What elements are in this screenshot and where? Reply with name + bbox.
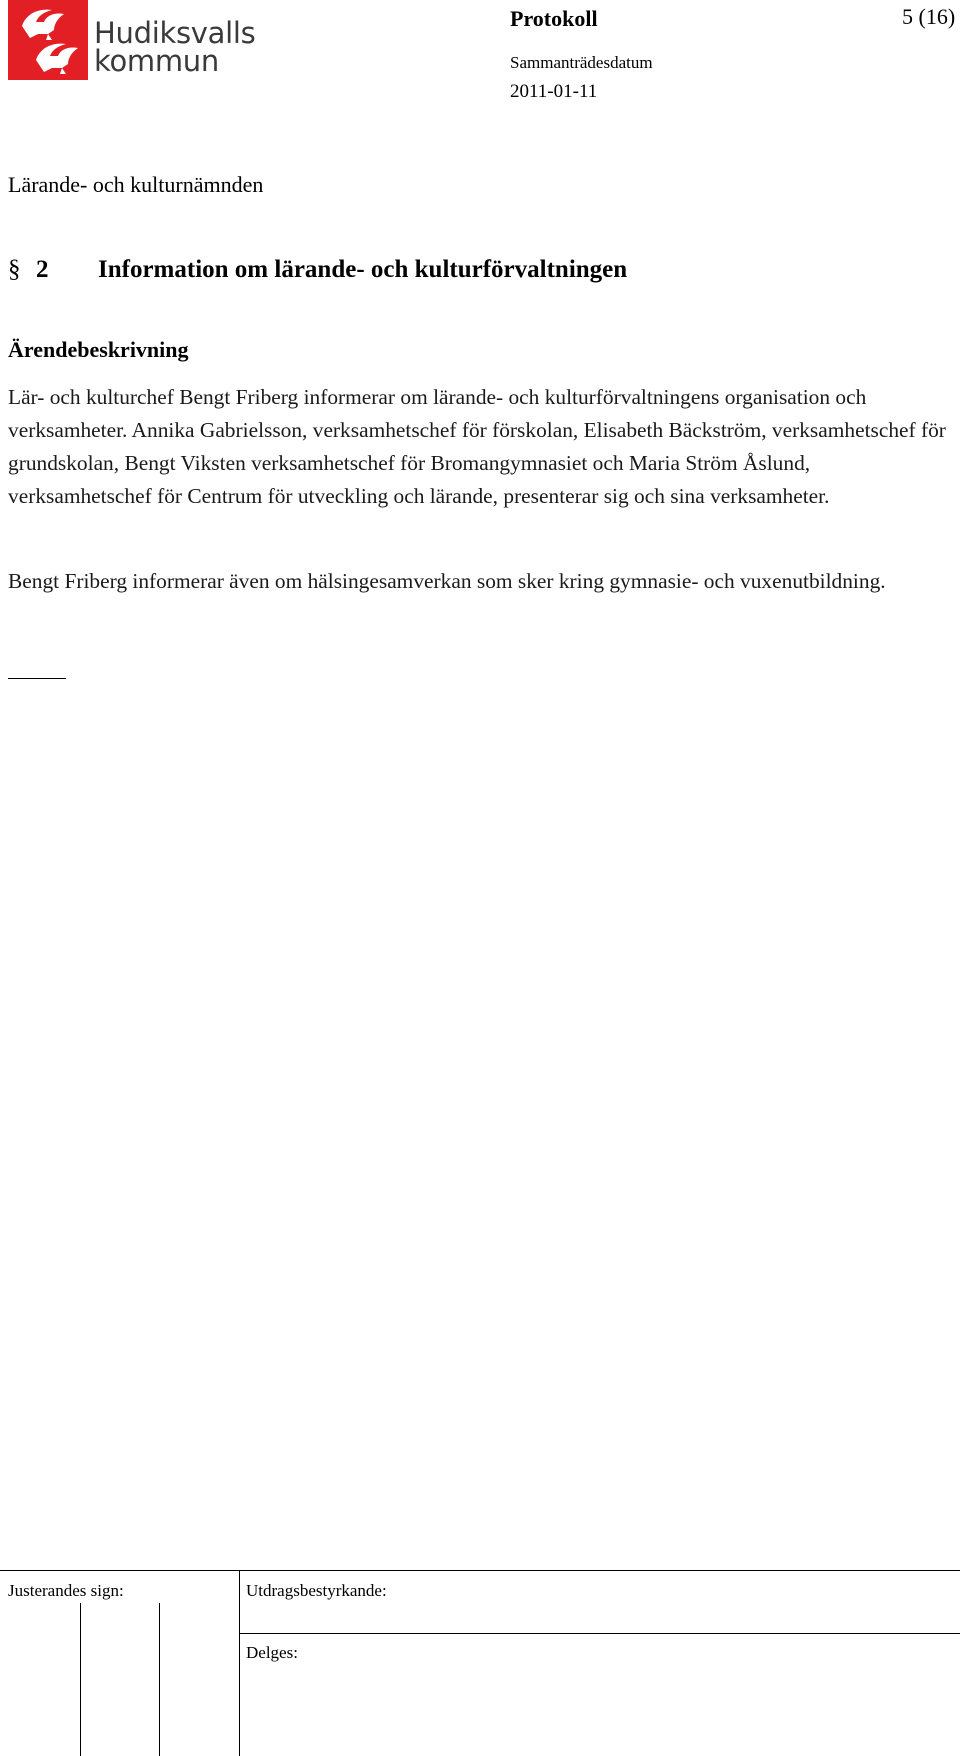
paragraph-sign: § bbox=[8, 256, 21, 283]
section-title: Information om lärande- och kulturförvaltningen bbox=[98, 256, 628, 283]
body-paragraph-1: Lär- och kulturchef Bengt Friberg informerar om lärande- och kulturförvaltningens organisation och verksamheter. Annika Gabrielsson, verksamhetschef för förskolan, Elisabeth Bäckström, verksamhetschef för grundskolan, Bengt Viksten verksamhetschef för Bromangymnasiet och Maria Ström Åslund, verksamhetschef för Centrum för utveckling och lärande, presenterar sig och sina verksamheter. bbox=[8, 385, 946, 508]
body-paragraph-2: Bengt Friberg informerar även om hälsingesamverkan som sker kring gymnasie- och vuxenutbildning. bbox=[8, 569, 886, 593]
footer-divider bbox=[239, 1633, 960, 1634]
sign-box-divider bbox=[159, 1603, 160, 1756]
logo-text-line1: Hudiksvalls bbox=[94, 16, 256, 50]
logo-text-line2: kommun bbox=[94, 44, 219, 78]
signature-footer bbox=[0, 1570, 960, 1756]
distribution-label: Delges: bbox=[246, 1643, 298, 1662]
meeting-date-label: Sammanträdesdatum bbox=[510, 53, 653, 72]
section-heading bbox=[8, 256, 627, 284]
footer-divider bbox=[239, 1571, 240, 1756]
sign-box-divider bbox=[80, 1603, 81, 1756]
section-number: 2 bbox=[36, 256, 49, 283]
goat-emblem-icon bbox=[8, 0, 88, 80]
end-rule bbox=[8, 678, 66, 679]
committee-name: Lärande- och kulturnämnden bbox=[8, 172, 264, 197]
page-number: 5 (16) bbox=[902, 4, 956, 29]
document-type: Protokoll bbox=[510, 6, 598, 31]
case-description-heading: Ärendebeskrivning bbox=[8, 337, 189, 362]
extract-certification-label: Utdragsbestyrkande: bbox=[246, 1581, 387, 1600]
meeting-date: 2011-01-11 bbox=[510, 81, 598, 102]
municipality-logo bbox=[8, 0, 256, 80]
sign-label: Justerandes sign: bbox=[8, 1581, 124, 1600]
